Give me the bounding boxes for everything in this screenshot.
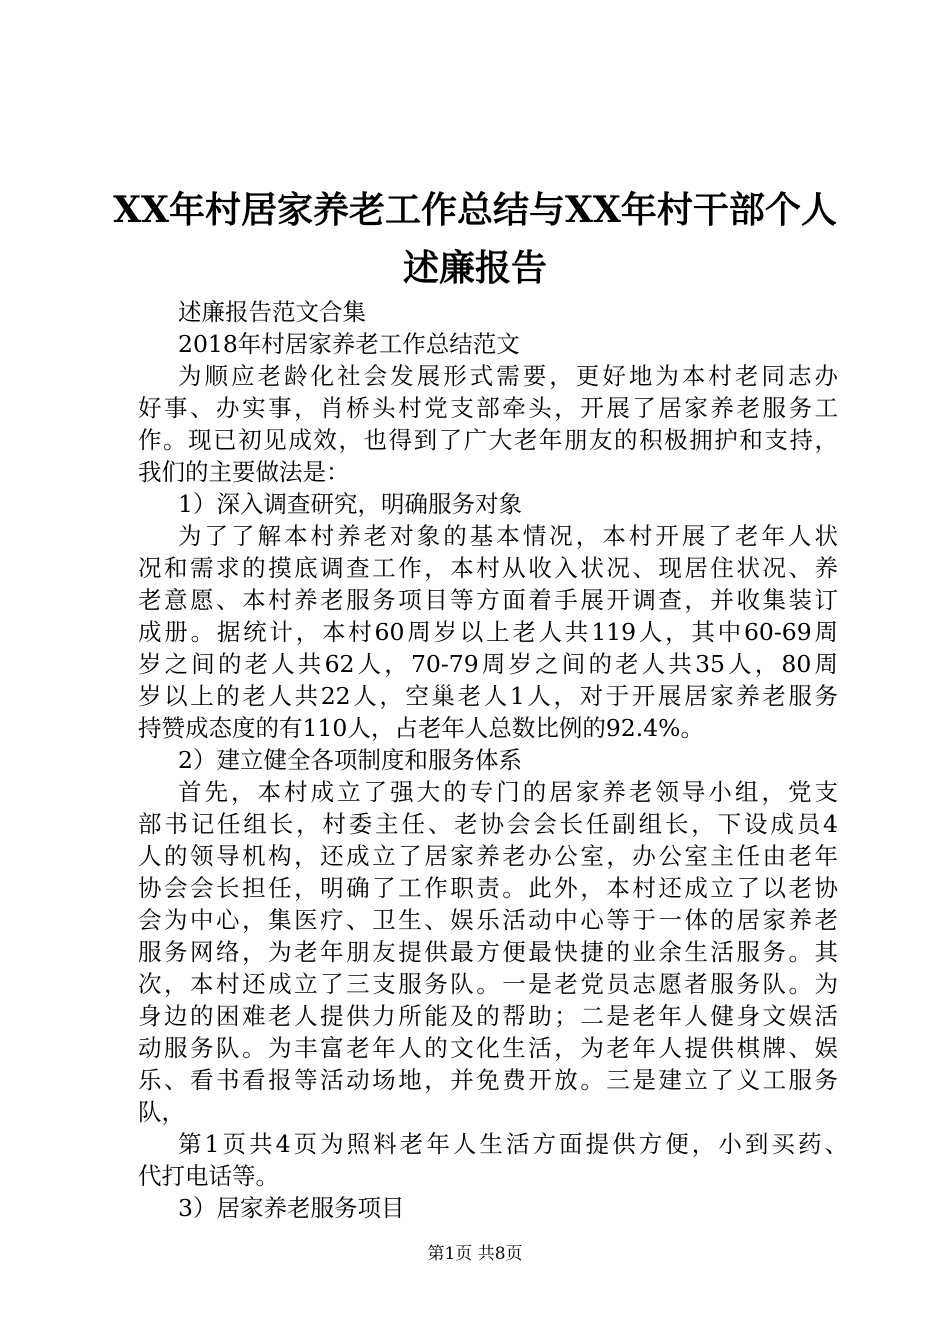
paragraph-line: 岁之间的老人共62人，70-79周岁之间的老人共35人，80周 bbox=[138, 650, 838, 678]
document-title-line-2: 述廉报告 bbox=[402, 247, 547, 289]
paragraph-line: 我们的主要做法是： bbox=[138, 458, 350, 486]
paragraph-line: 动服务队。为丰富老年人的文化生活，为老年人提供棋牌、娱 bbox=[138, 1034, 838, 1062]
paragraph-line: 代打电话等。 bbox=[138, 1162, 279, 1190]
paragraph-line: 老意愿、本村养老服务项目等方面着手展开调查，并收集装订 bbox=[138, 586, 838, 614]
paragraph-line: 服务网络，为老年朋友提供最方便最快捷的业余生活服务。其 bbox=[138, 938, 838, 966]
paragraph-line: 部书记任组长，村委主任、老协会会长任副组长，下设成员4 bbox=[138, 810, 838, 838]
paragraph-line: 会为中心，集医疗、卫生、娱乐活动中心等于一体的居家养老 bbox=[138, 906, 838, 934]
paragraph-line: 况和需求的摸底调查工作，本村从收入状况、现居住状况、养 bbox=[138, 554, 838, 582]
subtitle-collection: 述廉报告范文合集 bbox=[178, 298, 366, 326]
paragraph-line: 为顺应老龄化社会发展形式需要，更好地为本村老同志办 bbox=[178, 362, 838, 390]
paragraph-line: 为了了解本村养老对象的基本情况，本村开展了老年人状 bbox=[178, 522, 838, 550]
paragraph-line: 成册。据统计，本村60周岁以上老人共119人，其中60-69周 bbox=[138, 618, 838, 646]
section-heading-1: 1）深入调查研究，明确服务对象 bbox=[178, 490, 522, 518]
document-title-line-1: XX年村居家养老工作总结与XX年村干部个人 bbox=[113, 189, 837, 231]
paragraph-line: 身边的困难老人提供力所能及的帮助；二是老年人健身文娱活 bbox=[138, 1002, 838, 1030]
paragraph-line: 第1页共4页为照料老年人生活方面提供方便，小到买药、 bbox=[178, 1130, 848, 1158]
paragraph-line: 持赞成态度的有110人，占老年人总数比例的92.4%。 bbox=[138, 714, 705, 742]
paragraph-line: 协会会长担任，明确了工作职责。此外，本村还成立了以老协 bbox=[138, 874, 838, 902]
paragraph-line: 作。现已初见成效，也得到了广大老年朋友的积极拥护和支持， bbox=[138, 426, 838, 454]
paragraph-line: 乐、看书看报等活动场地，并免费开放。三是建立了义工服务 bbox=[138, 1066, 838, 1094]
section-heading-3: 3）居家养老服务项目 bbox=[178, 1194, 405, 1222]
page-footer: 第1页 共8页 bbox=[427, 1244, 523, 1264]
paragraph-line: 队， bbox=[138, 1098, 185, 1126]
subtitle-summary: 2018年村居家养老工作总结范文 bbox=[178, 330, 520, 358]
paragraph-line: 人的领导机构，还成立了居家养老办公室，办公室主任由老年 bbox=[138, 842, 838, 870]
paragraph-line: 首先，本村成立了强大的专门的居家养老领导小组，党支 bbox=[178, 778, 838, 806]
section-heading-2: 2）建立健全各项制度和服务体系 bbox=[178, 746, 522, 774]
paragraph-line: 次，本村还成立了三支服务队。一是老党员志愿者服务队。为 bbox=[138, 970, 838, 998]
paragraph-line: 好事、办实事，肖桥头村党支部牵头，开展了居家养老服务工 bbox=[138, 394, 838, 422]
paragraph-line: 岁以上的老人共22人，空巢老人1人，对于开展居家养老服务 bbox=[138, 682, 838, 710]
